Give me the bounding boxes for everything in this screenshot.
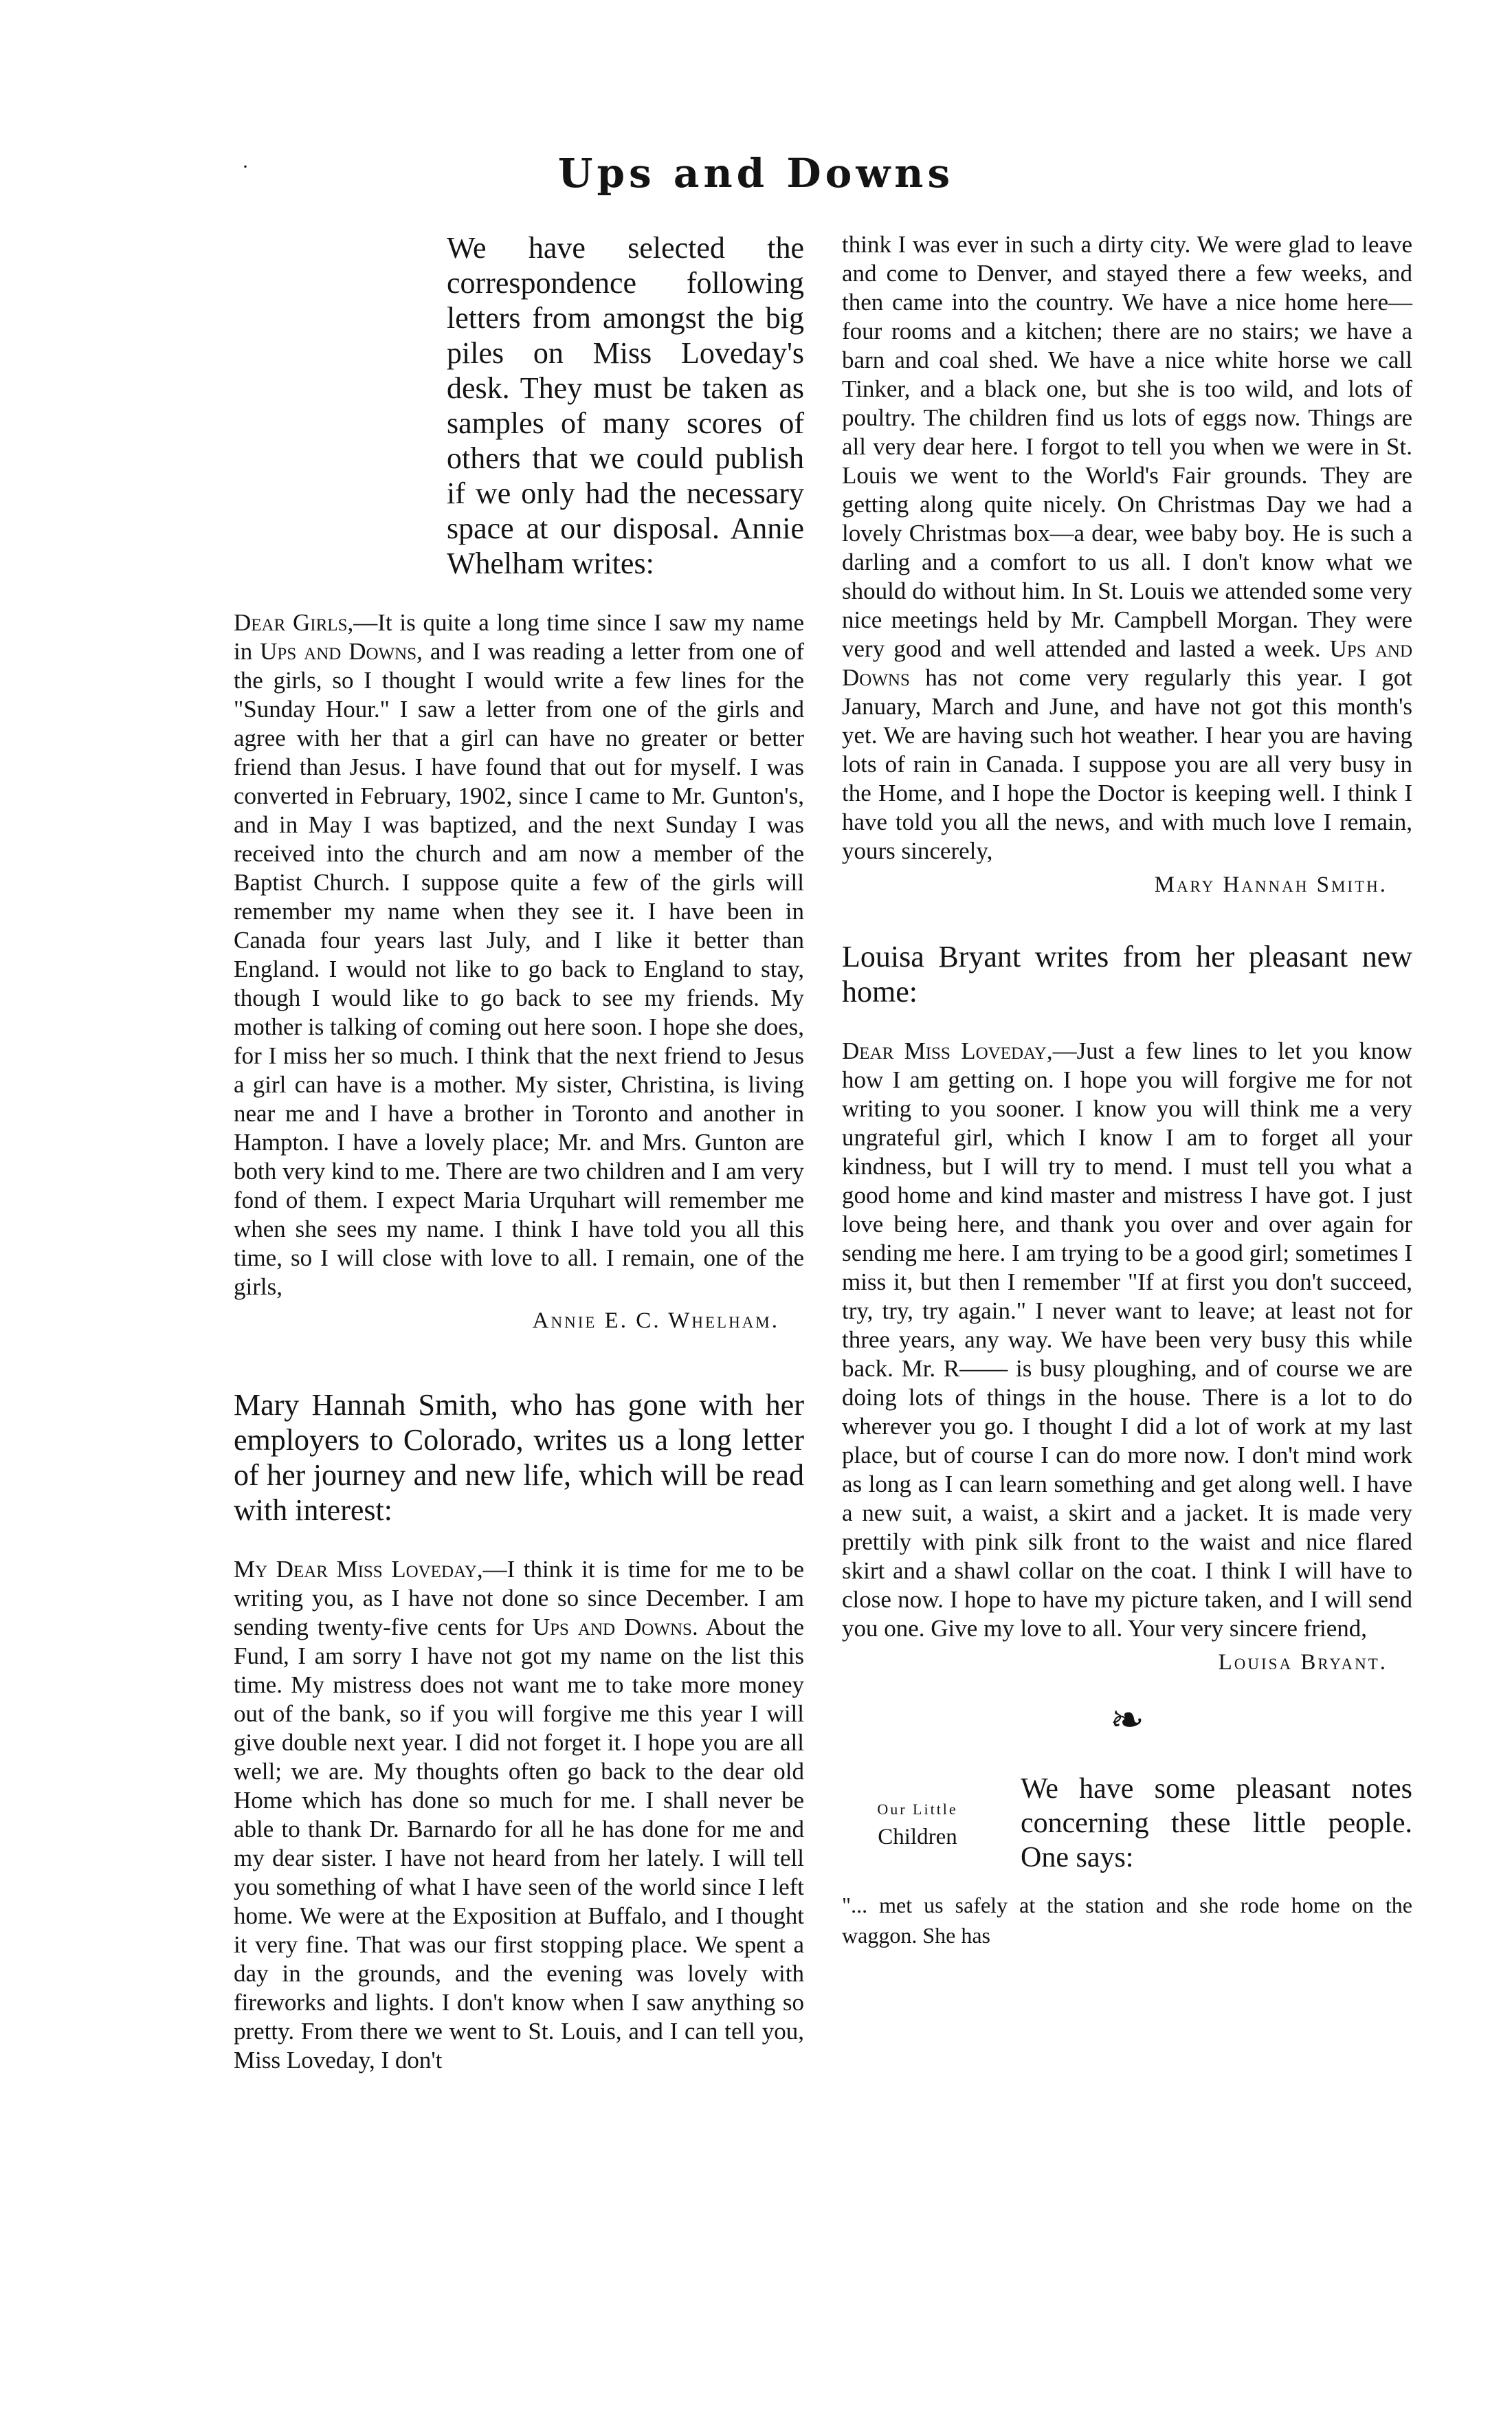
children-section (842, 1772, 1412, 1875)
page-number: · (242, 155, 249, 178)
letter-body: —Just a few lines to let you know how I am getting on. I hope you will forgive me for not writing to you sooner. I know you will think me a very ungrateful girl, which I know I am to forget all your kindness, but I will try to mend. I must tell you what a good home and kind master and mistress I have got. I just love being here, and thank you over and over again for sending me here. I am trying to be a good girl; sometimes I miss it, but then I remember "If at first you don't succeed, try, try, try again." I never want to leave; at least not for three years, any way. We have been very busy this while back. Mr. R—— is busy ploughing, and of course we are doing lots of things in the house. There is a lot to do wherever you go. I thought I did a lot of work at my last place, but of course I can do more now. I don't mind work as long as I can learn something and get along well. I have a new suit, a waist, a skirt and a jacket. It is made very prettily with pink silk front to the waist and nice flared skirt and a shawl collar on the coat. I think I will have to close now. I hope to have my picture taken, and I will send you one. Give my love to all. Your very sincere friend, (842, 1037, 1413, 1642)
fleuron-ornament-icon: ❧ (1109, 1697, 1145, 1743)
letter-body: has not come very regularly this year. I got January, March and June, and have not got this month's yet. We are having such hot weather. I hear you are having lots of rain in Canada. I suppose you are all very busy in the Home, and I hope the Doctor is keeping well. I think I have told you all the news, and with much love I remain, yours sincerely, (842, 664, 1412, 864)
publication-name: Ups and Downs (842, 635, 1412, 691)
signature-mary-hannah-smith: Mary Hannah Smith. (1154, 872, 1388, 897)
intro-mary-hannah-smith: Mary Hannah Smith, who has gone with her employers to Colorado, writes us a long letter of her journey and new life, which will be read with interest: (234, 1388, 804, 1527)
letter-body: —It is quite a long time since I saw my name in (234, 609, 804, 665)
intro-paragraph: We have selected the correspondence following letters from amongst the big piles on Miss Loveday's desk. They must be taken as samples of many scores of others that we could publish if we only had the necessary space at our disposal. Annie Whelham writes: (447, 231, 804, 580)
letter-body: think I was ever in such a dirty city. We were glad to leave and come to Denver, and stayed there a few weeks, and then came into the country. We have a nice home here—four rooms and a kitchen; there are no stairs; we have a barn and coal shed. We have a nice white horse we call Tinker, and a black one, but she is too wild, and lots of poultry. The children find us lots of eggs now. Things are all very dear here. I forgot to tell you when we were in St. Louis we went to the World's Fair grounds. They are getting along quite nicely. On Christmas Day we had a lovely Christmas box—a dear, wee baby boy. He is such a darling and a comfort to us all. I don't know what we should do without him. In St. Louis we attended some very nice meetings held by Mr. Campbell Morgan. They were very good and well attended and lasted a week. (842, 231, 1412, 662)
spacer (842, 898, 1412, 939)
letter-mary-hannah-smith (234, 1555, 804, 2075)
running-head: Ups and Downs (557, 150, 955, 197)
letter-salutation: Dear Girls, (234, 609, 354, 636)
spacer (234, 1334, 804, 1387)
children-intro: We have some pleasant notes concerning these little people. One says: (1021, 1773, 1412, 1873)
letter-body: , and I was reading a letter from one of the girls, so I thought I would write a few lines for the "Sunday Hour." I saw a letter from one of the girls and agree with her that a girl can have no greater or better friend than Jesus. I have found that out for myself. I was converted in February, 1902, since I came to Mr. Gunton's, and in May I was baptized, and the next Sunday I was received into the church and am now a member of the Baptist Church. I suppose quite a few of the girls will remember my name when they see it. I have been in Canada four years last July, and I like it better than England. I would not like to go back to England to stay, though I would like to go back to see my friends. My mother is talking of coming out here soon. I hope she does, for I miss her so much. I think that the next friend to Jesus a girl can have is a mother. My sister, Christina, is living near me and I have a brother in Toronto and another in Hampton. I have a lovely place; Mr. and Mrs. Gunton are both very kind to me. There are two children and I am very fond of them. I expect Maria Urquhart will remember me when she sees my name. I think I have told you all this time, so I will close with love to all. I remain, one of the girls, (234, 638, 804, 1300)
publication-name: Ups and Downs (532, 1614, 692, 1640)
side-heading-small: Our Little (877, 1801, 958, 1818)
signature-annie-whelham: Annie E. C. Whelham. (532, 1308, 779, 1333)
letter-body: . About the Fund, I am sorry I have not got my name on the list this time. My mistress does not want me to take more money out of the bank, so if you will forgive me this year I will give double next year. I did not forget it. I hope you are all well; we are. My thoughts often go back to the dear old Home which has done so much for me. I shall never be able to thank Dr. Barnardo for all he has done for me and my dear sister. I have not heard from her lately. I will tell you something of what I have seen of the world since I left home. We were at the Exposition at Buffalo, and I thought it very fine. That was our first stopping place. We spent a day in the grounds, and the evening was lovely with fireworks and lights. I don't know when I saw anything so pretty. From there we went to St. Louis, and I can tell you, Miss Loveday, I don't (234, 1614, 804, 2074)
letter-salutation: Dear Miss Loveday, (842, 1037, 1053, 1064)
signature-louisa-bryant: Louisa Bryant. (1218, 1650, 1388, 1675)
intro-louisa-bryant: Louisa Bryant writes from her pleasant new home: (842, 940, 1412, 1009)
letter-body: —I think it is time for me to be writing you, as I have not done so since December. I am sending twenty-five cents for (234, 1556, 804, 1640)
section-side-heading (842, 1796, 993, 1851)
letter-salutation: My Dear Miss Loveday, (234, 1556, 483, 1583)
children-continuation: "... met us safely at the station and she rode home on the waggon. She has (842, 1893, 1412, 1948)
publication-name: Ups and Downs (260, 638, 417, 665)
letter-annie-whelham (234, 608, 804, 1301)
side-heading-label: Children (878, 1825, 957, 1849)
letter-louisa-bryant (842, 1037, 1412, 1643)
letter-mary-hannah-smith-continued (842, 230, 1412, 866)
right-column (842, 230, 1412, 1950)
left-column (234, 230, 804, 2075)
